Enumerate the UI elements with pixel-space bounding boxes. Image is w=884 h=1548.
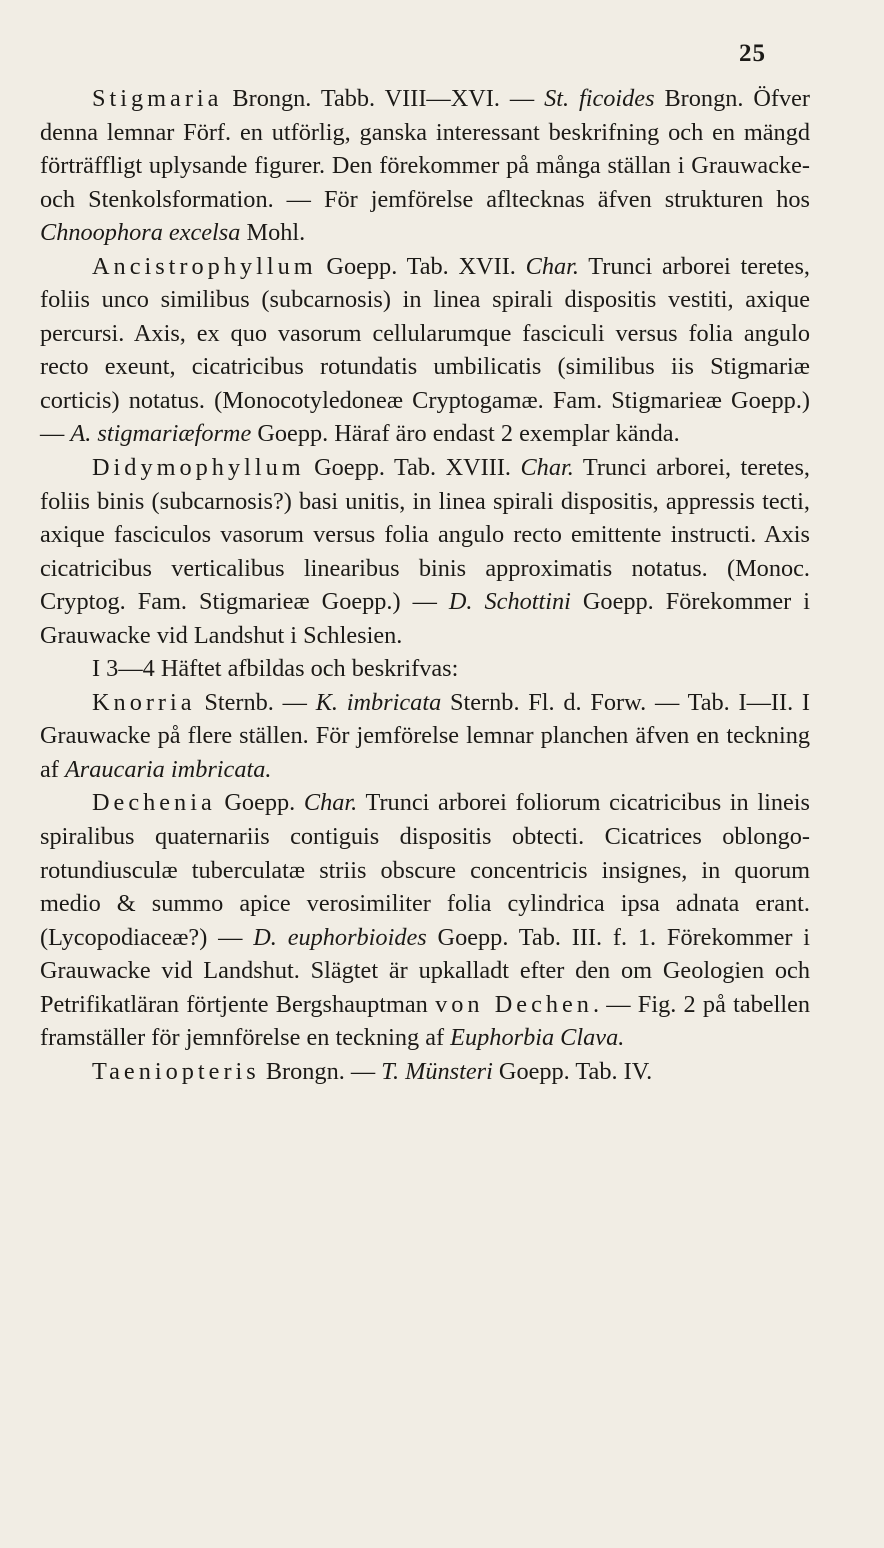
paragraph <box>40 82 810 250</box>
text-run: Mohl. <box>240 219 306 247</box>
paragraph <box>40 451 810 652</box>
text-run: Goepp. Förekommer i Grauwacke vid Landshut i Schlesien. <box>40 588 810 649</box>
spaced-term: Didymophyllum <box>92 454 305 482</box>
italic-text: T. Münsteri <box>381 1057 493 1085</box>
italic-text: K. imbricata <box>315 688 442 716</box>
italic-text: Araucaria imbricata. <box>64 755 272 783</box>
text-run: Brongn. — <box>259 1057 382 1085</box>
spaced-term: Dechenia <box>92 789 216 817</box>
text-run: Goepp. Tab. IV. <box>492 1057 653 1085</box>
spaced-term: von Dechen <box>435 990 593 1018</box>
spaced-term: Stigmaria <box>92 85 223 112</box>
spaced-term: Knorria <box>92 688 196 716</box>
paragraph <box>40 250 810 451</box>
italic-text: Char. <box>520 454 574 482</box>
text-run: Sternb. Fl. d. Forw. — Tab. I—II. I Grauwacke på flere ställen. För jemförelse lemnar planchen äfven en teckning af <box>40 688 811 783</box>
text-run: Trunci arborei foliorum cicatricibus in lineis spiralibus quaternariis contiguis dispositis obtecti. Cicatrices oblongo-rotundiusculæ tuberculatæ striis obscure concentricis insignes, in quorum medio & summo apice verosimiliter folia cylindrica ipsa adnata erant. (Lycopodiaceæ?) — <box>40 789 811 951</box>
paragraph <box>40 686 810 787</box>
text-run: Goepp. <box>215 789 304 817</box>
spaced-term: Taeniopteris <box>92 1057 260 1085</box>
spaced-term: Ancistrophyllum <box>92 252 317 280</box>
text-run: Goepp. Häraf äro endast 2 exemplar kända. <box>251 420 680 448</box>
italic-text: A. stigmariæforme <box>70 420 252 448</box>
italic-text: St. ficoides <box>544 85 655 112</box>
italic-text: D. Schottini <box>448 588 571 616</box>
paragraph <box>40 652 810 686</box>
text-run: Trunci arborei, teretes, foliis binis (subcarnosis?) basi unitis, in linea spirali dispositis, appressis tecti, axique fasciculos vasorum versus folia angulo recto emittente instructi. Axis cicatricibus verticalibus linearibus binis approximatis notatus. (Monoc. Cryptog. Fam. Stigmarieæ Goepp.) — <box>40 454 810 616</box>
paragraph <box>40 786 810 1054</box>
text-run: Goepp. Tab. XVII. <box>316 252 526 280</box>
document-body <box>40 82 810 1088</box>
text-run: Brongn. Tabb. VIII—XVI. — <box>222 85 545 112</box>
text-run: Brongn. Öfver denna lemnar Förf. en utförlig, ganska interessant beskrifning och en mängd förträffligt uplysande figurer. Den förekommer på många ställan i Grauwacke- och Stenkolsformation. — För jemförelse afltecknas äfven strukturen hos <box>40 85 811 213</box>
text-run: Goepp. Tab. III. f. 1. Förekommer i Grauwacke vid Landshut. Slägtet är upkalladt efter den om Geologien och Petrifikatläran förtjente Bergshauptman <box>40 923 811 1018</box>
italic-text: Char. <box>525 252 579 280</box>
italic-text: Chnoophora excelsa <box>40 219 241 247</box>
italic-text: Euphorbia Clava. <box>450 1024 625 1052</box>
paragraph <box>40 1055 810 1089</box>
page-number: 25 <box>739 40 766 67</box>
italic-text: Char. <box>303 789 358 817</box>
text-run: Sternb. — <box>195 688 316 716</box>
text-run: Trunci arborei teretes, foliis unco similibus (subcarnosis) in linea spirali dispositis vestiti, axique percursi. Axis, ex quo vasorum cellularumque fasciculi versus folia angulo recto exeunt, cicatricibus rotundatis umbilicatis (similibus iis Stigmariæ corticis) notatus. (Monocotyledoneæ Cryptogamæ. Fam. Stigmarieæ Goepp.) — <box>40 252 810 448</box>
text-run: I 3—4 Häftet afbildas och beskrifvas: <box>92 655 459 683</box>
text-run: . — Fig. 2 på tabellen framställer för jemnförelse en teckning af <box>40 990 810 1052</box>
text-run: Goepp. Tab. XVIII. <box>304 454 521 482</box>
italic-text: D. euphorbioides <box>253 923 427 951</box>
